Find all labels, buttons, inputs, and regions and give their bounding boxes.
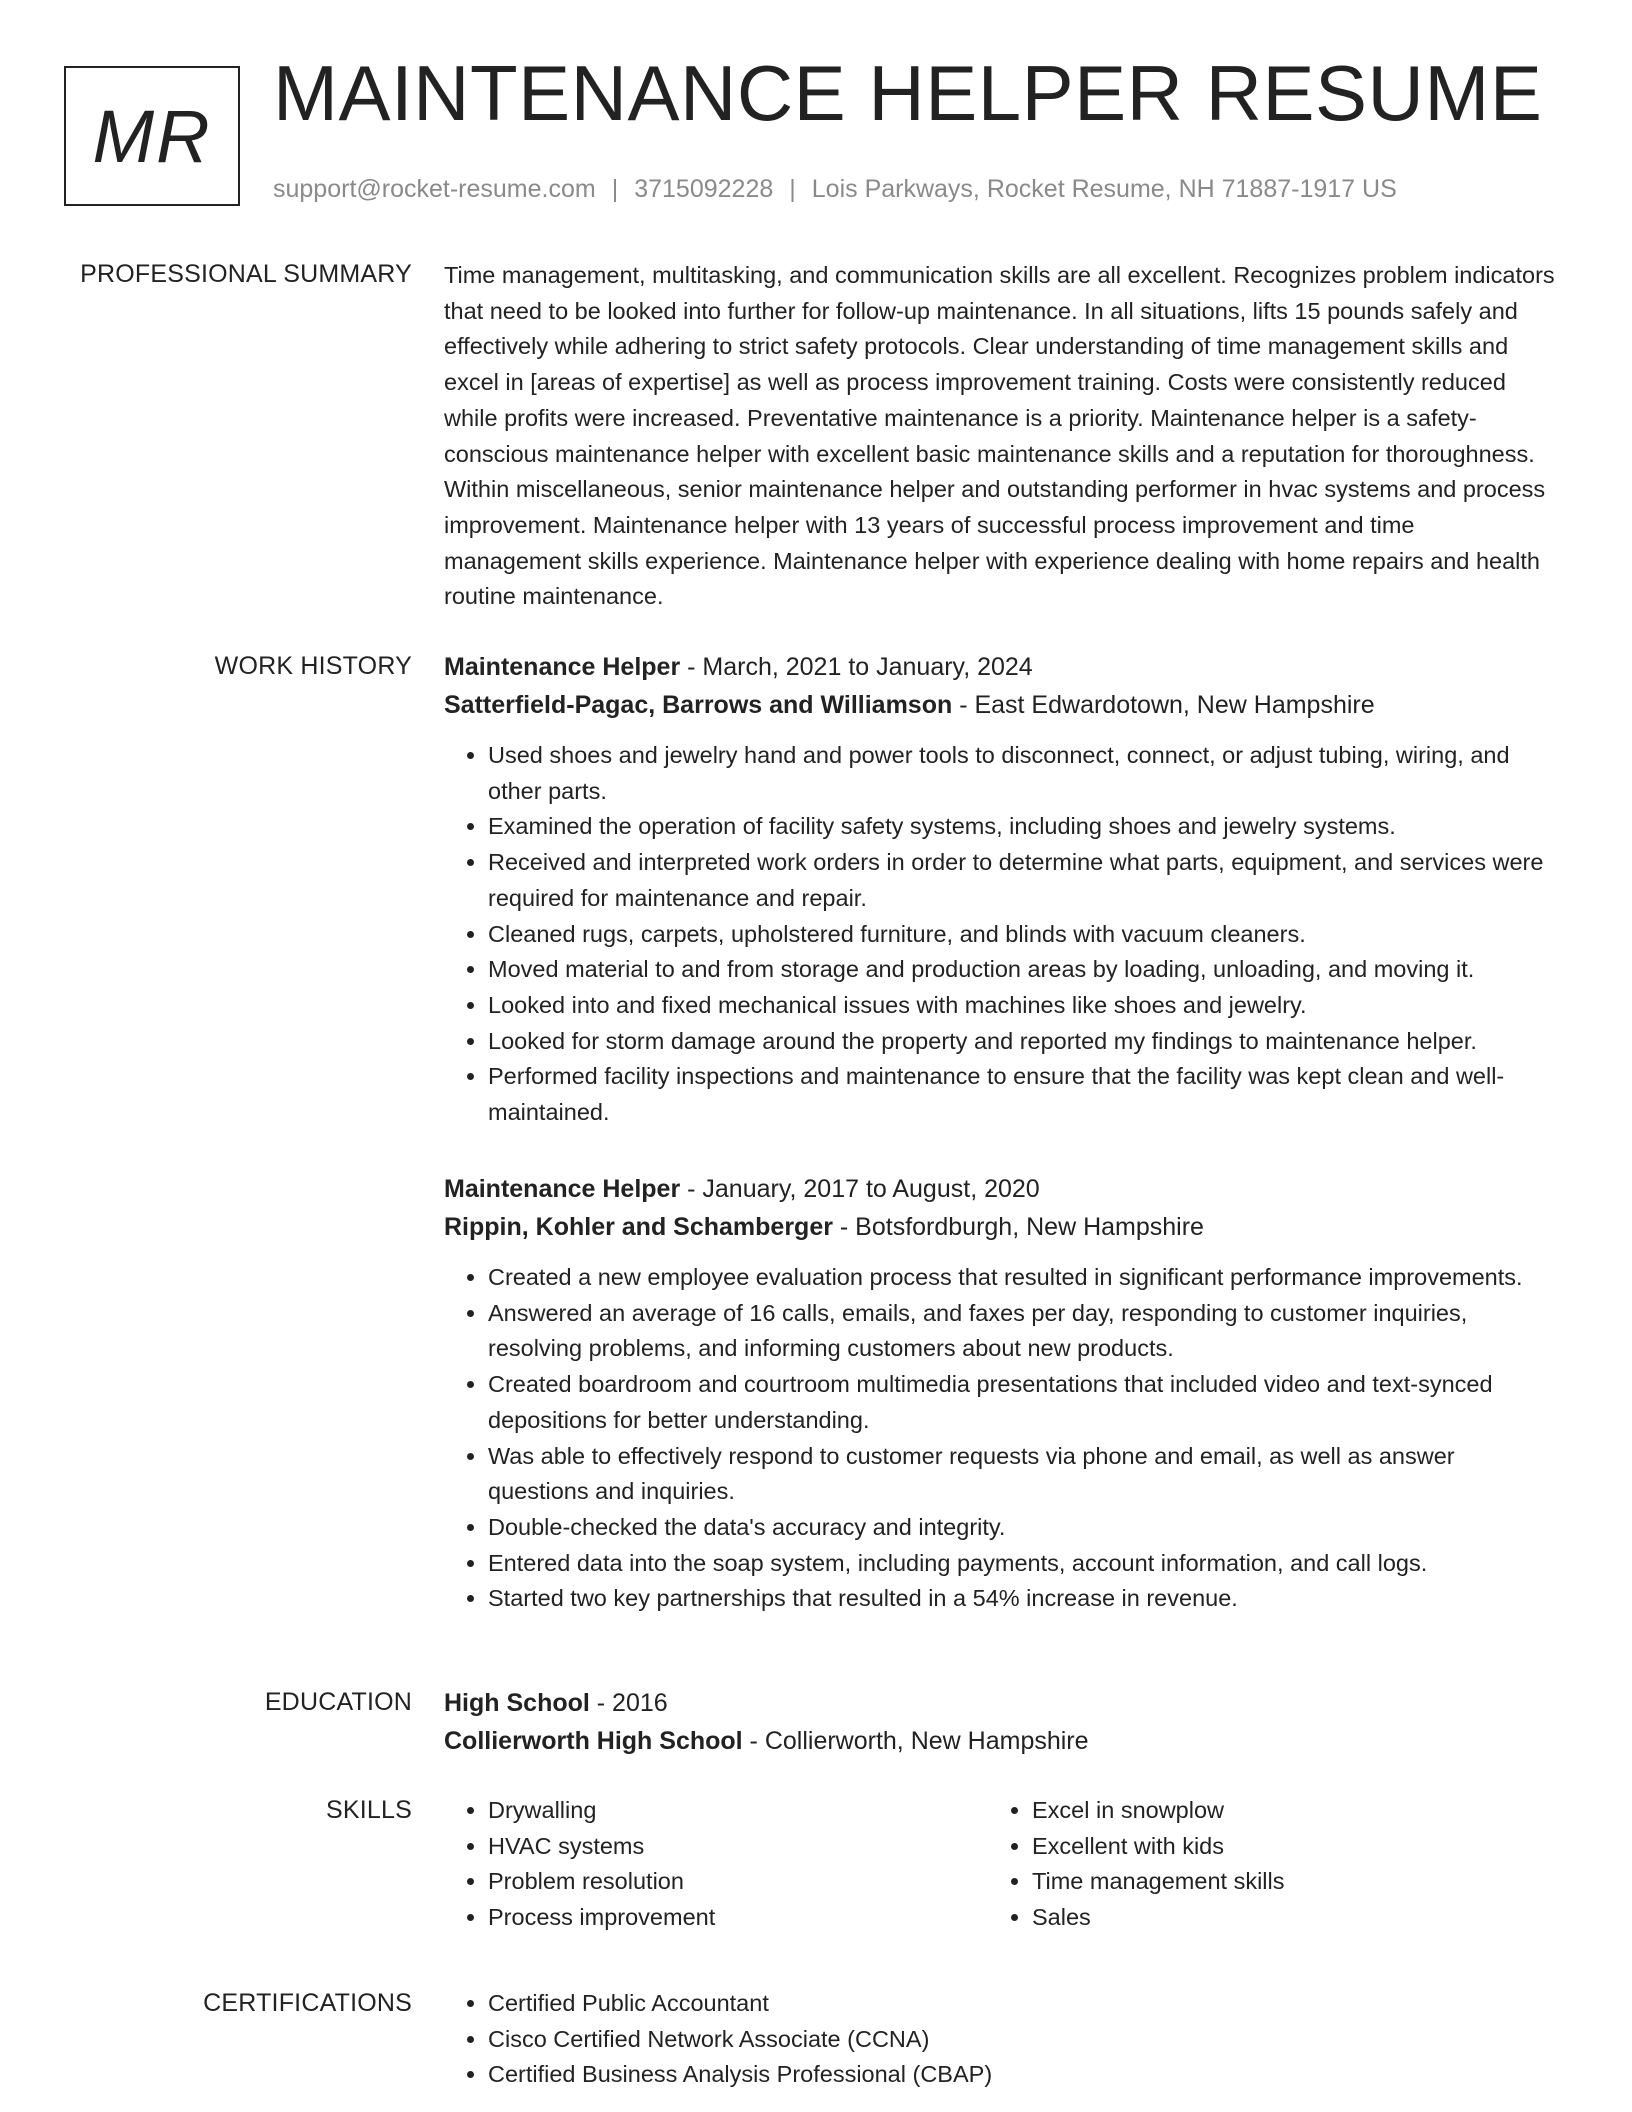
section-label-education: EDUCATION — [264, 1688, 412, 1716]
job-bullet: • Looked into and fixed mechanical issues with machines like shoes and jewelry. — [488, 988, 1556, 1024]
skill-item: • Sales — [1032, 1900, 1532, 1936]
job-location: - East Edwardotown, New Hampshire — [952, 691, 1375, 719]
skill-item: • Process improvement — [488, 1900, 988, 1936]
job-bullet: • Was able to effectively respond to customer requests via phone and email, as well as answer questions and inquiries. — [488, 1439, 1556, 1510]
skills-list-left — [444, 1793, 988, 1936]
certifications-section — [444, 1986, 1556, 2093]
job-bullet: • Started two key partnerships that resulted in a 54% increase in revenue. — [488, 1581, 1556, 1617]
job-company-line — [444, 686, 1556, 724]
education-degree-line — [444, 1684, 1556, 1722]
job-bullets — [444, 738, 1556, 1131]
job-bullets — [444, 1260, 1556, 1617]
education-school-line — [444, 1722, 1556, 1760]
job-bullet: • Double-checked the data's accuracy and integrity. — [488, 1510, 1556, 1546]
job-company: Satterfield-Pagac, Barrows and Williamson — [444, 691, 953, 719]
job-dates: - March, 2021 to January, 2024 — [680, 653, 1033, 681]
contact-separator: | — [789, 175, 796, 203]
skill-item: • HVAC systems — [488, 1829, 988, 1865]
job-bullet: • Moved material to and from storage and production areas by loading, unloading, and moving it. — [488, 952, 1556, 988]
certifications-list — [444, 1986, 1556, 2093]
summary-section — [444, 258, 1556, 615]
skill-item: • Excellent with kids — [1032, 1829, 1532, 1865]
job-bullet: • Created a new employee evaluation process that resulted in significant performance improvements. — [488, 1260, 1556, 1296]
job-bullet: • Received and interpreted work orders in order to determine what parts, equipment, and services were required for maintenance and repair. — [488, 845, 1556, 916]
job-location: - Botsfordburgh, New Hampshire — [832, 1213, 1204, 1241]
job-bullet: • Looked for storm damage around the property and reported my findings to maintenance helper. — [488, 1024, 1556, 1060]
job-company: Rippin, Kohler and Schamberger — [444, 1213, 833, 1241]
contact-phone[interactable]: 3715092228 — [634, 175, 774, 203]
contact-address: Lois Parkways, Rocket Resume, NH 71887-1917 US — [811, 175, 1397, 203]
section-label-skills: SKILLS — [326, 1796, 412, 1824]
job-entry — [444, 648, 1556, 1131]
job-bullet: • Answered an average of 16 calls, emails, and faxes per day, responding to customer inquiries, resolving problems, and informing customers about new products. — [488, 1296, 1556, 1367]
section-label-work-history: WORK HISTORY — [214, 652, 412, 680]
job-company-line — [444, 1208, 1556, 1246]
certification-item: • Certified Business Analysis Professional (CBAP) — [488, 2057, 1556, 2093]
skill-item: • Time management skills — [1032, 1864, 1532, 1900]
education-year: - 2016 — [589, 1689, 668, 1717]
job-dates: - January, 2017 to August, 2020 — [680, 1175, 1040, 1203]
job-bullet: • Used shoes and jewelry hand and power tools to disconnect, connect, or adjust tubing, wiring, and other parts. — [488, 738, 1556, 809]
job-title-line — [444, 1170, 1556, 1208]
skills-list-right — [988, 1793, 1532, 1936]
job-bullet: • Entered data into the soap system, including payments, account information, and call logs. — [488, 1546, 1556, 1582]
job-title: Maintenance Helper — [444, 1175, 681, 1203]
certification-item: • Cisco Certified Network Associate (CCNA) — [488, 2022, 1556, 2058]
job-title-line — [444, 648, 1556, 686]
contact-line — [273, 175, 1397, 204]
certification-item: • Certified Public Accountant — [488, 1986, 1556, 2022]
section-label-certifications: CERTIFICATIONS — [203, 1989, 412, 2017]
contact-email[interactable]: support@rocket-resume.com — [273, 175, 596, 203]
education-degree: High School — [444, 1689, 590, 1717]
skill-item: • Excel in snowplow — [1032, 1793, 1532, 1829]
job-bullet: • Created boardroom and courtroom multimedia presentations that included video and text-synced depositions for better understanding. — [488, 1367, 1556, 1438]
education-school: Collierworth High School — [444, 1727, 743, 1755]
skills-section — [444, 1793, 1556, 1936]
skill-item: • Drywalling — [488, 1793, 988, 1829]
monogram-logo: MR — [64, 66, 240, 206]
job-bullet: • Cleaned rugs, carpets, upholstered furniture, and blinds with vacuum cleaners. — [488, 917, 1556, 953]
contact-separator: | — [611, 175, 619, 203]
skill-item: • Problem resolution — [488, 1864, 988, 1900]
job-title: Maintenance Helper — [444, 653, 681, 681]
job-entry — [444, 1170, 1556, 1617]
education-entry — [444, 1684, 1556, 1760]
resume-title: MAINTENANCE HELPER RESUME — [273, 49, 1543, 137]
skills-grid — [444, 1793, 1556, 1936]
job-bullet: • Performed facility inspections and maintenance to ensure that the facility was kept clean and well-maintained. — [488, 1059, 1556, 1130]
summary-text: Time management, multitasking, and communication skills are all excellent. Recognizes problem indicators that need to be looked into further for follow-up maintenance. In all situations, lifts 15 pounds safely and effectively while adhering to strict safety protocols. Clear understanding of time management skills and excel in [areas of expertise] as well as process improvement training. Costs were consistently reduced while profits were increased. Preventative maintenance is a priority. Maintenance helper is a safety-conscious maintenance helper with excellent basic maintenance skills and a reputation for thoroughness. Within miscellaneous, senior maintenance helper and outstanding performer in hvac systems and process improvement. Maintenance helper with 13 years of successful process improvement and time management skills experience. Maintenance helper with experience dealing with home repairs and health routine maintenance. — [444, 262, 1555, 610]
job-bullet: • Examined the operation of facility safety systems, including shoes and jewelry systems. — [488, 809, 1556, 845]
education-location: - Collierworth, New Hampshire — [742, 1727, 1089, 1755]
section-label-summary: PROFESSIONAL SUMMARY — [80, 260, 412, 288]
